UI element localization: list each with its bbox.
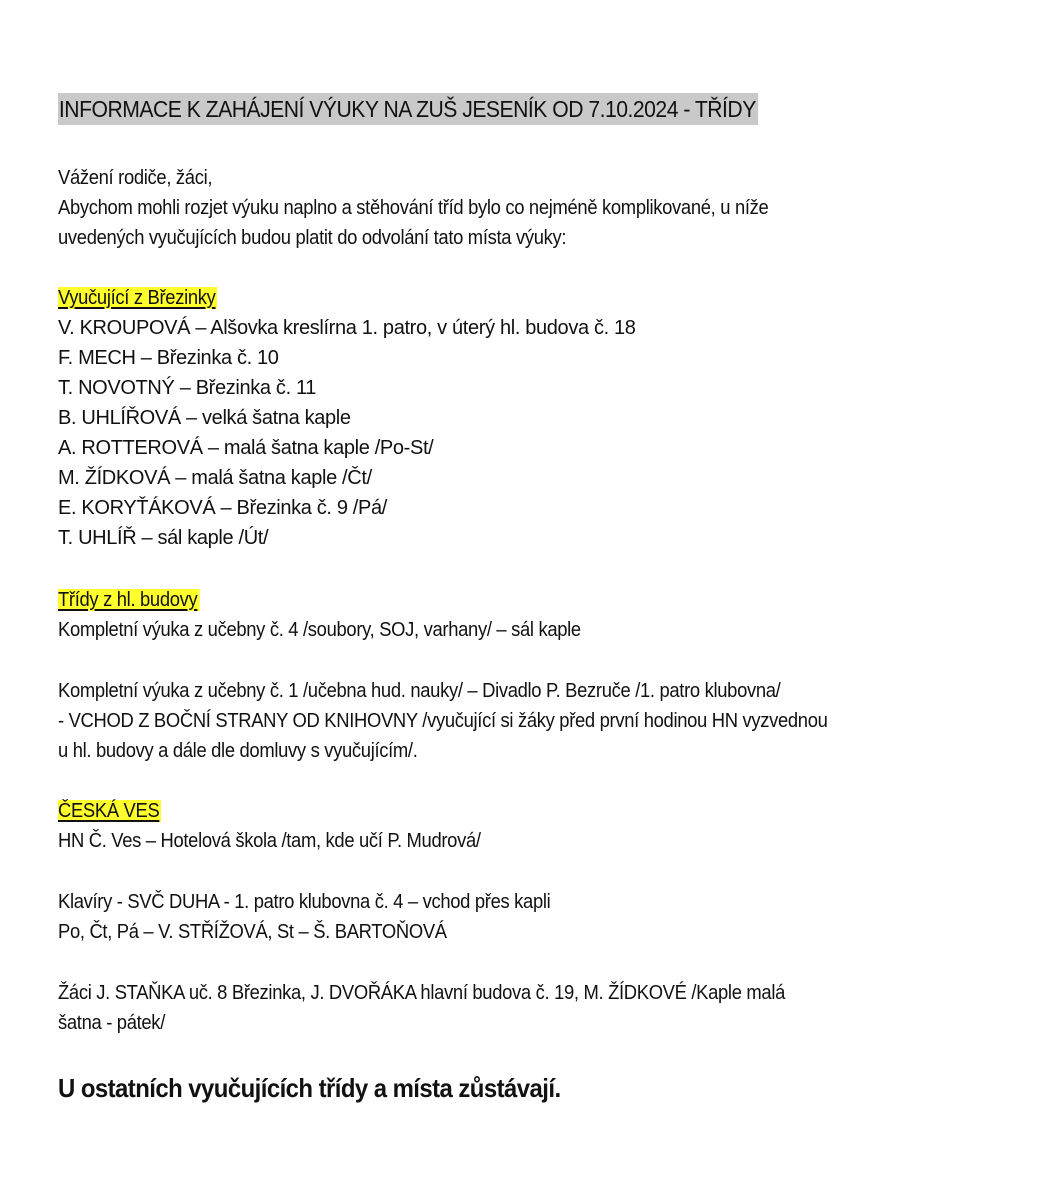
section-heading-ceska-ves bbox=[58, 796, 161, 826]
list-item: F. MECH – Březinka č. 10 bbox=[58, 347, 279, 369]
greeting: Vážení rodiče, žáci, bbox=[58, 167, 213, 189]
list-item: Žáci J. STAŇKA uč. 8 Březinka, J. DVOŘÁKA hlavní budova č. 19, M. ŽÍDKOVÉ /Kaple malá bbox=[58, 982, 786, 1004]
list-item: M. ŽÍDKOVÁ – malá šatna kaple /Čt/ bbox=[58, 467, 372, 489]
list-item: B. UHLÍŘOVÁ – velká šatna kaple bbox=[58, 407, 351, 429]
list-item: šatna - pátek/ bbox=[58, 1012, 165, 1034]
section-heading-label: Vyučující z Březinky bbox=[58, 287, 216, 309]
list-item: Kompletní výuka z učebny č. 1 /učebna hud. nauky/ – Divadlo P. Bezruče /1. patro klubovna/ bbox=[58, 680, 781, 702]
intro-line: Abychom mohli rozjet výuku naplno a stěhování tříd bylo co nejméně komplikované, u níže bbox=[58, 197, 769, 219]
list-item: u hl. budovy a dále dle domluvy s vyučujícím/. bbox=[58, 740, 418, 762]
list-item: V. KROUPOVÁ – Alšovka kreslírna 1. patro, v úterý hl. budova č. 18 bbox=[58, 317, 636, 339]
intro-line: uvedených vyučujících budou platit do odvolání tato místa výuky: bbox=[58, 227, 567, 249]
document-title: INFORMACE K ZAHÁJENÍ VÝUKY NA ZUŠ JESENÍK OD 7.10.2024 - TŘÍDY bbox=[58, 93, 758, 125]
section-heading-label: ČESKÁ VES bbox=[58, 800, 160, 822]
list-item: Po, Čt, Pá – V. STŘÍŽOVÁ, St – Š. BARTOŇOVÁ bbox=[58, 921, 447, 943]
closing-statement: U ostatních vyučujících třídy a místa zůstávají. bbox=[58, 1073, 561, 1103]
section-heading-main-building bbox=[58, 585, 199, 615]
list-item: Klavíry - SVČ DUHA - 1. patro klubovna č. 4 – vchod přes kapli bbox=[58, 891, 551, 913]
list-item: HN Č. Ves – Hotelová škola /tam, kde učí P. Mudrová/ bbox=[58, 830, 481, 852]
list-item: T. UHLÍŘ – sál kaple /Út/ bbox=[58, 527, 269, 549]
list-item: Kompletní výuka z učebny č. 4 /soubory, SOJ, varhany/ – sál kaple bbox=[58, 619, 581, 641]
list-item: T. NOVOTNÝ – Březinka č. 11 bbox=[58, 377, 317, 399]
section-heading-label: Třídy z hl. budovy bbox=[58, 589, 198, 611]
list-item: A. ROTTEROVÁ – malá šatna kaple /Po-St/ bbox=[58, 437, 434, 459]
section-heading-brezinka bbox=[58, 283, 217, 313]
list-item: - VCHOD Z BOČNÍ STRANY OD KNIHOVNY /vyučující si žáky před první hodinou HN vyzvednou bbox=[58, 710, 828, 732]
list-item: E. KORYŤÁKOVÁ – Březinka č. 9 /Pá/ bbox=[58, 497, 387, 519]
